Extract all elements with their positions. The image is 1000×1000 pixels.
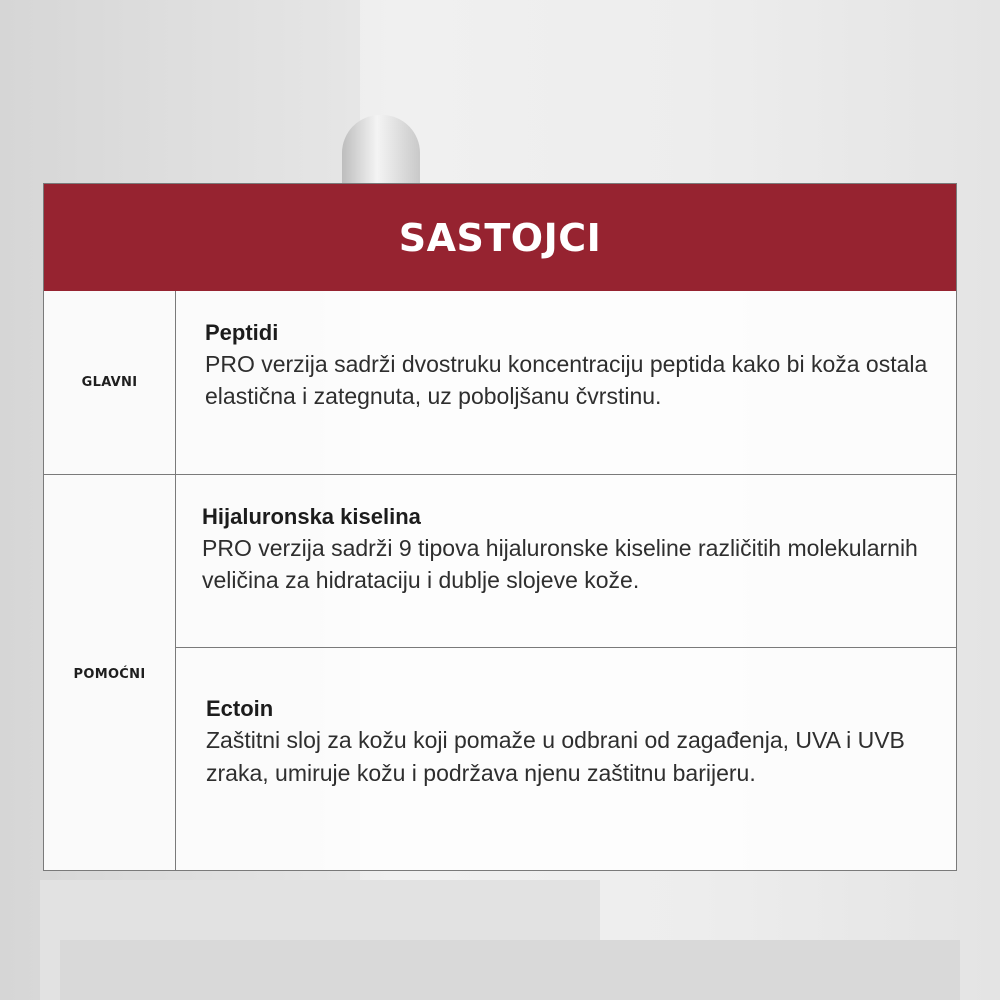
background-surface (60, 940, 960, 1000)
ingredient-hyaluronic-acid (202, 502, 942, 596)
ingredients-table (43, 183, 957, 871)
ingredient-peptides (205, 318, 945, 412)
ingredient-name: Ectoin (206, 696, 274, 721)
ingredient-ectoin (206, 694, 926, 790)
category-label-secondary: POMOĆNI (73, 667, 146, 682)
table-header (44, 184, 956, 291)
ingredient-description: Zaštitni sloj za kožu koji pomaže u odbrani od zagađenja, UVA i UVB zraka, umiruje kožu i podržava njenu zaštitnu barijeru. (206, 727, 905, 786)
ingredient-description: PRO verzija sadrži dvostruku koncentraciju peptida kako bi koža ostala elastična i zategnuta, uz poboljšanu čvrstinu. (205, 351, 928, 409)
row-divider (175, 647, 956, 648)
column-divider (175, 291, 176, 871)
ingredient-name: Peptidi (205, 320, 279, 345)
category-label-main: GLAVNI (81, 375, 138, 390)
ingredient-description: PRO verzija sadrži 9 tipova hijaluronske kiseline različitih molekularnih veličina za hidrataciju i dublje slojeve kože. (202, 535, 918, 593)
table-title: SASTOJCI (398, 215, 602, 260)
ingredient-name: Hijaluronska kiselina (202, 504, 421, 529)
row-divider (44, 474, 956, 475)
